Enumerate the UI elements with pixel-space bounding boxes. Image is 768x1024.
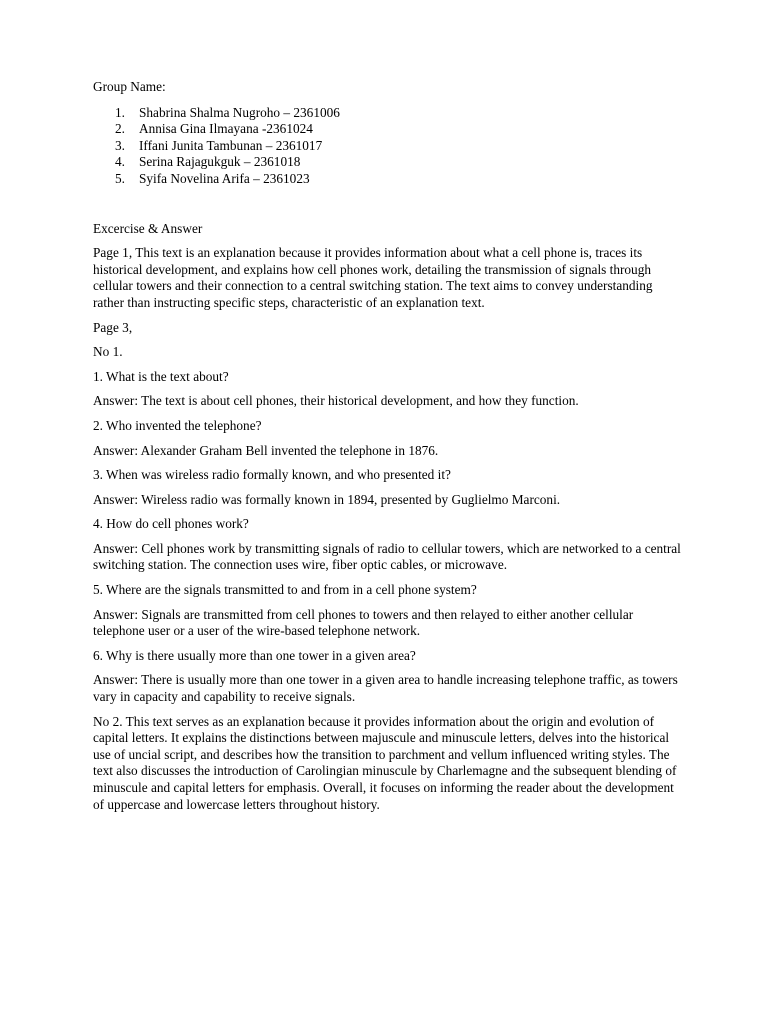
paragraph-no2-explanation: No 2. This text serves as an explanation because it provides information about the origin and evolution of capital letters. It explains the distinctions between majuscule and minuscule letters, delves into the historical use of uncial script, and describes how the transition to parchment and vellum influenced writing styles. The text also discusses the introduction of Carolingian minuscule by Charlemagne and the subsequent blending of minuscule and capital letters for emphasis. Overall, it focuses on informing the reader about the development of uppercase and lowercase letters throughout history. [93, 713, 677, 812]
answer-4: Answer: Cell phones work by transmitting signals of radio to cellular towers, which are networked to a central switching station. The connection uses wire, fiber optic cables, or microwave. [93, 540, 681, 573]
answer-5: Answer: Signals are transmitted from cell phones to towers and then relayed to either another cellular telephone user or a user of the wire-based telephone network. [93, 606, 634, 639]
answer-3: Answer: Wireless radio was formally known in 1894, presented by Guglielmo Marconi. [93, 491, 561, 507]
list-item [93, 154, 683, 171]
document-page [93, 79, 683, 813]
list-item [93, 105, 683, 122]
paragraph-page3-label: Page 3, [93, 319, 133, 335]
list-number: 3. [115, 137, 125, 153]
answer-1: Answer: The text is about cell phones, their historical development, and how they function. [93, 393, 579, 409]
paragraph-no1-label: No 1. [93, 344, 123, 360]
member-list [93, 105, 683, 188]
question-1: 1. What is the text about? [93, 368, 229, 384]
answer-6: Answer: There is usually more than one tower in a given area to handle increasing telephone traffic, as towers vary in capacity and capability to receive signals. [93, 672, 678, 705]
list-number: 1. [115, 104, 125, 120]
question-4: 4. How do cell phones work? [93, 516, 249, 532]
group-name-label: Group Name: [93, 79, 166, 94]
list-item [93, 171, 683, 188]
list-number: 4. [115, 154, 125, 170]
list-item [93, 138, 683, 155]
question-5: 5. Where are the signals transmitted to and from in a cell phone system? [93, 582, 477, 598]
section-title: Excercise & Answer [93, 220, 203, 236]
answer-2: Answer: Alexander Graham Bell invented the telephone in 1876. [93, 442, 439, 458]
member-name: Syifa Novelina Arifa – 2361023 [139, 170, 310, 186]
question-3: 3. When was wireless radio formally known, and who presented it? [93, 467, 451, 483]
member-name: Serina Rajagukguk – 2361018 [139, 154, 301, 170]
list-item [93, 121, 683, 138]
question-2: 2. Who invented the telephone? [93, 417, 262, 433]
question-6: 6. Why is there usually more than one tower in a given area? [93, 647, 416, 663]
list-number: 2. [115, 121, 125, 137]
paragraph-page1-explanation: Page 1, This text is an explanation because it provides information about what a cell phone is, traces its historical development, and explains how cell phones work, detailing the transmission of signals through cellular towers and their connection to a central switching station. The text aims to convey understanding rather than instructing specific steps, characteristic of an explanation text. [93, 245, 653, 310]
member-name: Annisa Gina Ilmayana -2361024 [139, 121, 313, 137]
member-name: Iffani Junita Tambunan – 2361017 [139, 137, 323, 153]
list-number: 5. [115, 170, 125, 186]
member-name: Shabrina Shalma Nugroho – 2361006 [139, 104, 340, 120]
